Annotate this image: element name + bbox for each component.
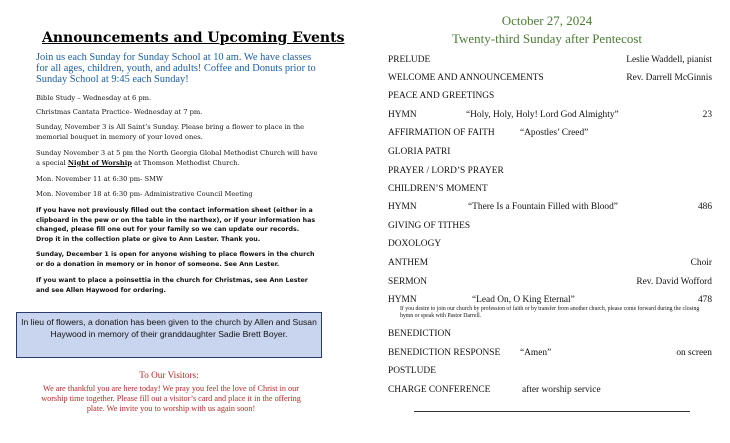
announcement-all-saints: Sunday, November 3 is All Saint’s Sunday. Please bring a flower to place in the memorial bouquet in memory of your loved ones. bbox=[36, 123, 305, 141]
order-item: PRAYER / LORD’S PRAYER bbox=[388, 166, 504, 176]
hymn-number: 478 bbox=[697, 295, 712, 305]
announcement-admin-council: Mon. November 18 at 6:30 pm- Administrative Council Meeting bbox=[36, 190, 253, 198]
announcement-poinsettia: If you want to place a poinsettia in the church for Christmas, see Ann Lester and see Allen Haywood for ordering. bbox=[36, 277, 308, 294]
hymn-number: 23 bbox=[702, 110, 712, 120]
visitors-message: We are thankful you are here today! We pray you feel the love of Christ in our worship time together. Please fill out a visitor’s card and place it in the offering plate. We invite you to worship with us again soon! bbox=[41, 384, 301, 413]
order-row-charge-conference bbox=[388, 385, 712, 399]
order-item: PRELUDE bbox=[388, 55, 431, 65]
order-item: WELCOME AND ANNOUNCEMENTS bbox=[388, 73, 544, 83]
order-item: HYMN bbox=[388, 202, 417, 212]
order-item: GLORIA PATRI bbox=[388, 147, 451, 157]
order-item: HYMN bbox=[388, 295, 417, 305]
order-row-anthem bbox=[388, 258, 712, 272]
order-item: POSTLUDE bbox=[388, 366, 436, 376]
order-row-tithes bbox=[388, 221, 712, 235]
order-row-sermon bbox=[388, 277, 712, 291]
creed-title: “Apostles’ Creed” bbox=[520, 128, 589, 138]
response-title: “Amen” bbox=[520, 348, 552, 358]
order-row-postlude bbox=[388, 366, 712, 380]
charge-conference-time: after worship service bbox=[522, 385, 601, 395]
announcement-night-of-worship bbox=[36, 149, 318, 168]
order-item: ANTHEM bbox=[388, 258, 429, 268]
visitors-title: To Our Visitors: bbox=[139, 370, 199, 380]
announcement-cantata: Christmas Cantata Practice- Wednesday at 7 pm. bbox=[36, 108, 203, 116]
night-of-worship-text-a: Sunday November 3 at 5 pm the North Georgia Global Methodist Church will have a special bbox=[36, 149, 318, 167]
membership-note: If you desire to join our church by profession of faith or by transfer from another church, please come forward during the closing hymn or speak with Pastor Darrell. bbox=[400, 306, 700, 319]
order-row-gloria bbox=[388, 147, 712, 161]
order-row-prelude bbox=[388, 55, 712, 69]
order-row-welcome bbox=[388, 73, 712, 87]
sunday-school-intro: Join us each Sunday for Sunday School at 10 am. We have classes for all ages, children, youth, and adults! Coffee and Donuts prior to Sunday School at 9:45 each Sunday! bbox=[36, 52, 316, 85]
order-row-childrens bbox=[388, 184, 712, 198]
liturgical-day: Twenty-third Sunday after Pentecost bbox=[451, 31, 643, 46]
night-of-worship-underlined: Night of Worship bbox=[67, 158, 132, 167]
order-row-prayer bbox=[388, 166, 712, 180]
announcements-title: Announcements and Upcoming Events bbox=[42, 30, 345, 46]
service-date: October 27, 2024 bbox=[501, 13, 593, 28]
order-item: PEACE AND GREETINGS bbox=[388, 91, 495, 101]
order-item: BENEDICTION bbox=[388, 329, 452, 339]
hymn-title: “Lead On, O King Eternal” bbox=[472, 295, 575, 305]
announcement-december-flowers: Sunday, December 1 is open for anyone wishing to place flowers in the church or do a donation in memory or in honor of someone. See Ann Lester. bbox=[36, 251, 315, 268]
announcement-bible-study: Bible Study – Wednesday at 6 pm. bbox=[36, 94, 152, 102]
order-item: BENEDICTION RESPONSE bbox=[388, 348, 501, 358]
memorial-box: In lieu of flowers, a donation has been given to the church by Allen and Susan Haywood in memory of their granddaughter Sadie Brett Boyer. bbox=[16, 312, 322, 358]
order-row-hymn-23 bbox=[388, 110, 712, 124]
order-row-affirmation bbox=[388, 128, 712, 142]
announcement-smw: Mon. November 11 at 6:30 pm- SMW bbox=[36, 175, 163, 183]
order-detail: Leslie Waddell, pianist bbox=[626, 55, 712, 65]
order-detail: on screen bbox=[676, 348, 712, 358]
order-item: HYMN bbox=[388, 110, 417, 120]
order-detail: Choir bbox=[690, 258, 712, 268]
order-row-doxology bbox=[388, 239, 712, 253]
hymn-title: “Holy, Holy, Holy! Lord God Almighty” bbox=[466, 110, 619, 120]
order-detail: Rev. David Wofford bbox=[636, 277, 712, 287]
bottom-divider bbox=[414, 411, 690, 412]
order-item: AFFIRMATION OF FAITH bbox=[388, 128, 495, 138]
order-row-benediction bbox=[388, 329, 712, 343]
order-row-hymn-486 bbox=[388, 202, 712, 216]
order-item: GIVING OF TITHES bbox=[388, 221, 471, 231]
order-item: CHILDREN’S MOMENT bbox=[388, 184, 488, 194]
hymn-title: “There Is a Fountain Filled with Blood” bbox=[468, 202, 618, 212]
hymn-number: 486 bbox=[697, 202, 712, 212]
order-row-peace bbox=[388, 91, 712, 105]
order-row-benediction-response bbox=[388, 348, 712, 362]
order-item: SERMON bbox=[388, 277, 428, 287]
announcement-contact-sheet: If you have not previously filled out the contact information sheet (either in a clipboard in the pew or on the table in the narthex), or if your information has changed, please fill one out for your family so we can update our records. Drop it in the collection plate or give to Ann Lester. Thank you. bbox=[36, 207, 316, 243]
order-detail: Rev. Darrell McGinnis bbox=[626, 73, 712, 83]
order-item: DOXOLOGY bbox=[388, 239, 442, 249]
night-of-worship-text-b: at Thomson Methodist Church. bbox=[132, 158, 240, 167]
order-item: CHARGE CONFERENCE bbox=[388, 385, 491, 395]
